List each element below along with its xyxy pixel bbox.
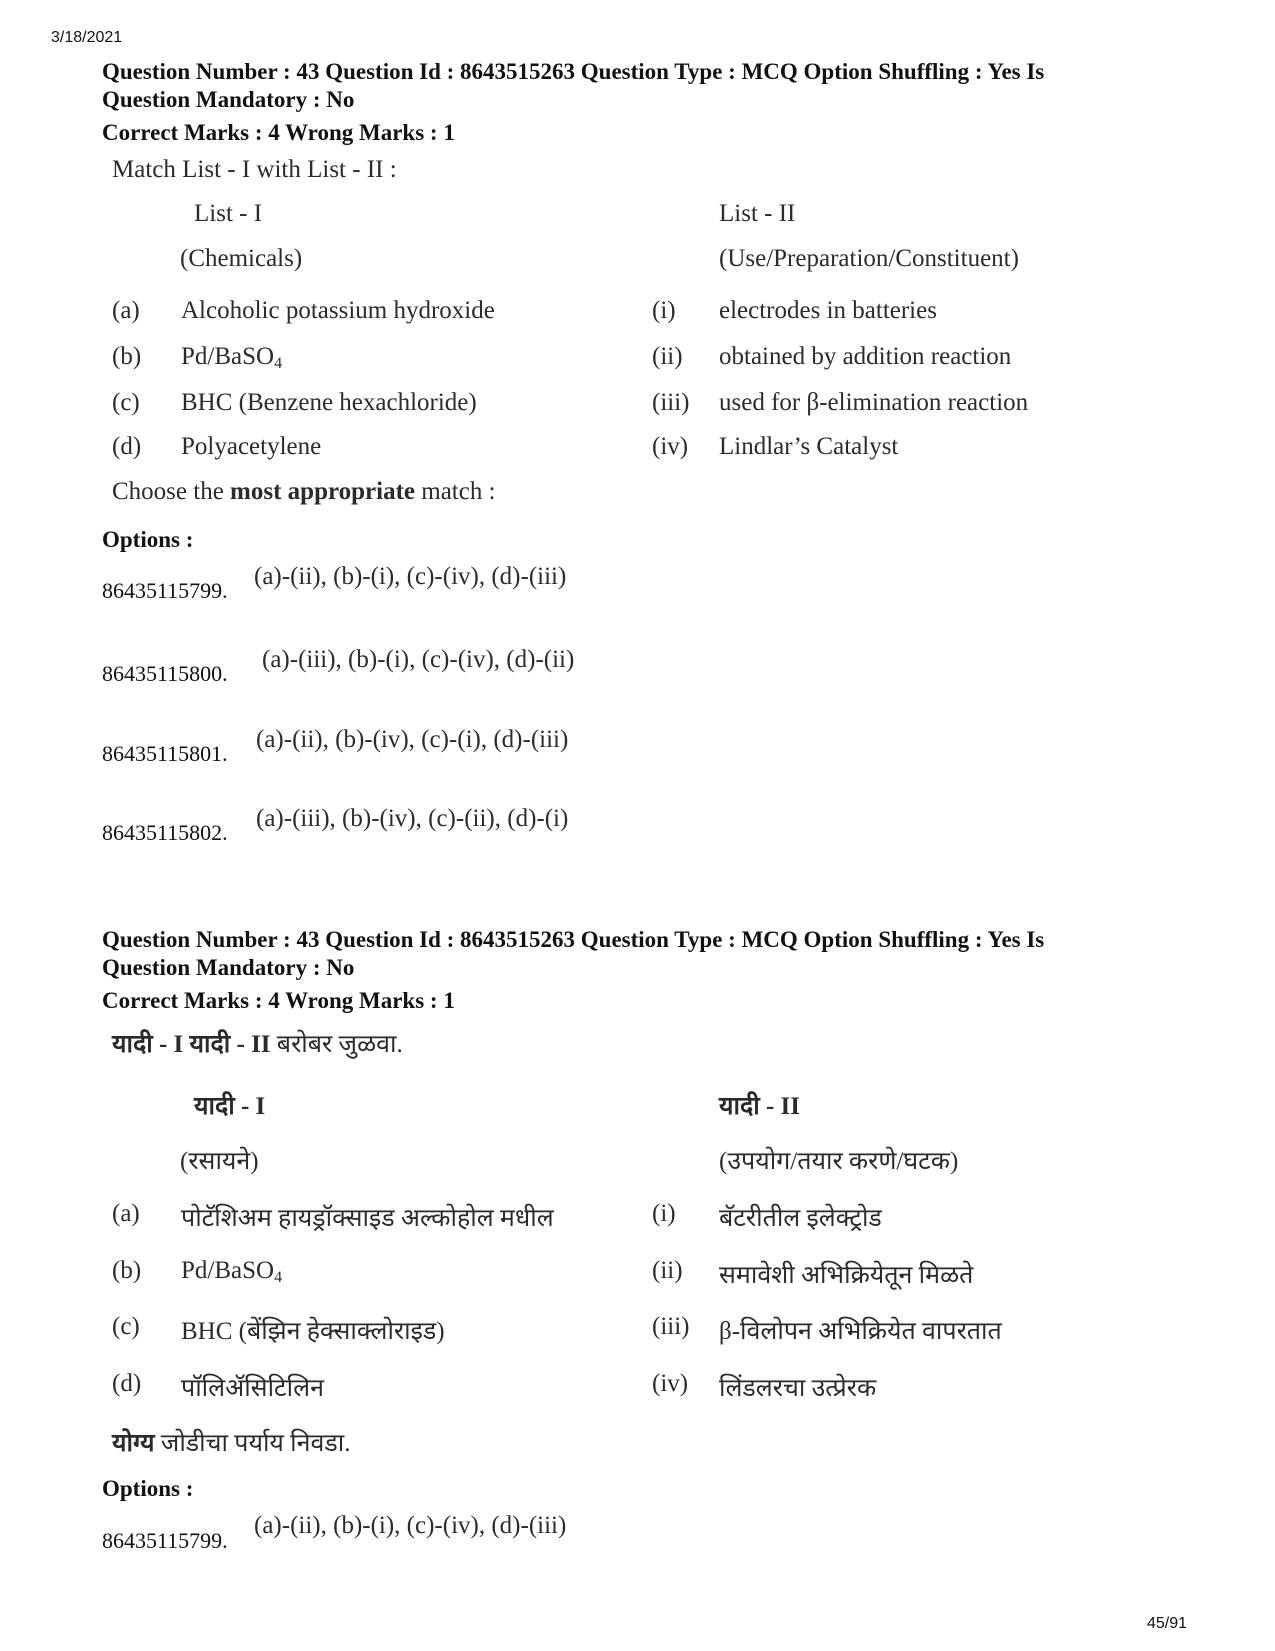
choose-bold: योग्य [112,1430,155,1457]
list1-title: List - I [194,200,263,227]
row-label: (a) [112,297,140,324]
list2-item: बॅटरीतील इलेक्ट्रोड [719,1205,882,1232]
option-id: 86435115802. [102,820,228,845]
row-label: (d) [112,1370,142,1397]
list2-item: electrodes in batteries [719,297,937,324]
option-text: (a)-(iii), (b)-(i), (c)-(iv), (d)-(ii) [262,646,575,673]
formula-main: Pd/BaSO [181,343,275,370]
page-number: 45/91 [1146,1615,1187,1632]
row-label: (b) [112,1257,142,1284]
option-text: (a)-(ii), (b)-(i), (c)-(iv), (d)-(iii) [254,563,567,590]
row-label: (b) [112,343,142,370]
option-text: (a)-(ii), (b)-(i), (c)-(iv), (d)-(iii) [254,1512,567,1539]
option-id: 86435115799. [102,1528,228,1553]
instruction [112,1026,403,1060]
question-header [102,926,1202,982]
choose-pre: Choose the [112,478,231,505]
question-header-line1: Question Number : 43 Question Id : 8643515263 Question Type : MCQ Option Shuffling : Yes Is [102,927,1045,952]
instruction-rest: बरोबर जुळवा. [270,1031,403,1058]
formula-subscript: 4 [274,1269,283,1286]
row-roman: (ii) [652,1257,683,1284]
choose-rest: जोडीचा पर्याय निवडा. [154,1430,351,1457]
option-id: 86435115799. [102,578,228,603]
list1-item: Polyacetylene [181,433,322,460]
list2-item: used for β-elimination reaction [719,389,1029,416]
list1-subtitle: (Chemicals) [180,245,303,272]
print-date: 3/18/2021 [51,29,123,46]
choose-instruction [112,478,496,506]
choose-instruction [112,1425,351,1459]
list1-subtitle: (रसायने) [180,1148,259,1175]
row-roman: (iii) [652,1313,690,1340]
list1-title: यादी - I [194,1093,266,1120]
formula-main: Pd/BaSO [181,1257,275,1284]
marks-line: Correct Marks : 4 Wrong Marks : 1 [102,988,455,1013]
list2-item: obtained by addition reaction [719,343,1012,370]
row-roman: (ii) [652,343,683,370]
question-header-line2: Question Mandatory : No [102,955,355,980]
instruction [112,156,397,184]
choose-post: match : [415,478,496,505]
list2-title: List - II [719,200,796,227]
row-roman: (iv) [652,1370,689,1397]
question-header [102,58,1202,114]
formula-subscript: 4 [274,355,283,372]
option-id: 86435115800. [102,661,228,686]
choose-bold: most appropriate [230,478,415,505]
question-header-line2: Question Mandatory : No [102,87,355,112]
list2-title: यादी - II [719,1093,801,1120]
row-label: (c) [112,1313,140,1340]
list2-item: Lindlar’s Catalyst [719,433,899,460]
option-text: (a)-(iii), (b)-(iv), (c)-(ii), (d)-(i) [256,805,569,832]
marks-line: Correct Marks : 4 Wrong Marks : 1 [102,120,455,145]
row-label: (d) [112,433,142,460]
list1-item [181,343,282,373]
instruction-text: Match List - I with List - II : [112,156,397,183]
options-heading: Options : [102,1476,194,1501]
question-header-line1: Question Number : 43 Question Id : 8643515263 Question Type : MCQ Option Shuffling : Yes Is [102,59,1045,84]
row-roman: (i) [652,1200,676,1227]
list2-subtitle: (उपयोग/तयार करणे/घटक) [719,1148,959,1175]
list1-item: पॉलिॲसिटिलिन [181,1375,324,1402]
instruction-bold: यादी - I यादी - II [112,1031,271,1058]
options-heading: Options : [102,527,194,552]
list2-item: समावेशी अभिक्रियेतून मिळते [719,1262,974,1289]
option-id: 86435115801. [102,741,228,766]
list1-item: Alcoholic potassium hydroxide [181,297,495,324]
option-text: (a)-(ii), (b)-(iv), (c)-(i), (d)-(iii) [256,726,569,753]
list2-item: β-विलोपन अभिक्रियेत वापरतात [719,1318,1002,1345]
row-label: (c) [112,389,140,416]
list1-item [181,1257,282,1287]
row-label: (a) [112,1200,140,1227]
list1-item: BHC (बेंझिन हेक्साक्लोराइड) [181,1318,445,1345]
list1-item: BHC (Benzene hexachloride) [181,389,477,416]
list2-subtitle: (Use/Preparation/Constituent) [719,245,1019,272]
row-roman: (iv) [652,433,689,460]
row-roman: (iii) [652,389,690,416]
row-roman: (i) [652,297,676,324]
list1-item: पोटॅशिअम हायड्रॉक्साइड अल्कोहोल मधील [181,1205,554,1232]
list2-item: लिंडलरचा उत्प्रेरक [719,1375,877,1402]
